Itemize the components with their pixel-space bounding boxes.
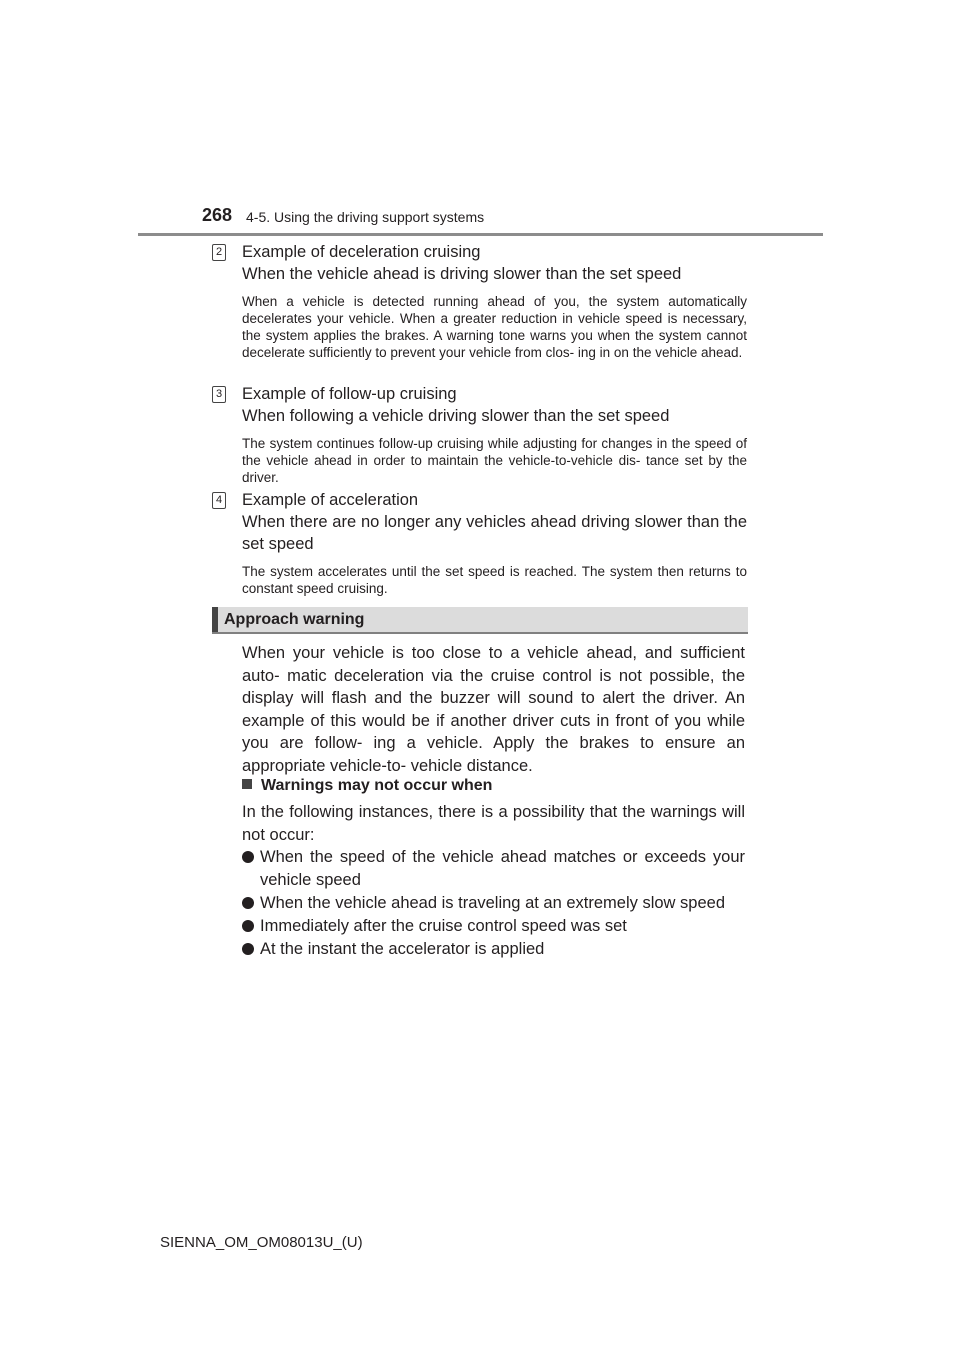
item-subheading: When following a vehicle driving slower than the set speed xyxy=(242,407,670,425)
bullet-dot-icon xyxy=(242,943,254,955)
item-description: When a vehicle is detected running ahead of you, the system automatically decelerates your vehicle. When a greater reduction in vehicle speed is necessary, the system applies the brakes. A warning tone warns you when the system cannot decelerate sufficiently to prevent your vehicle from clos- ing in on the vehicle ahead. xyxy=(242,294,747,360)
item-number-badge: 2 xyxy=(212,244,226,261)
section-marker xyxy=(212,607,218,632)
item-description: The system accelerates until the set speed is reached. The system then returns to constant speed cruising. xyxy=(242,564,747,596)
warnings-intro: In the following instances, there is a possibility that the warnings will not occur: xyxy=(242,803,745,844)
item-acceleration xyxy=(212,489,747,597)
item-deceleration xyxy=(212,241,747,361)
warnings-heading-text: Warnings may not occur when xyxy=(261,777,493,794)
square-bullet-icon xyxy=(242,779,252,789)
warning-bullet-text: When the speed of the vehicle ahead matches or exceeds your vehicle speed xyxy=(260,848,745,889)
approach-warning-body: When your vehicle is too close to a vehicle ahead, and sufficient auto- matic deceleration via the cruise control is not possible, the display will flash and the buzzer will sound to alert the driver. An example of this would be if another driver cuts in front of you while you are follow- ing a vehicle. Apply the brakes to ensure an appropriate vehicle-to- vehicle distance. xyxy=(242,644,745,775)
item-follow-up xyxy=(212,383,747,486)
header-divider xyxy=(138,233,823,236)
section-title: 4-5. Using the driving support systems xyxy=(246,209,485,225)
warning-bullet xyxy=(242,915,745,938)
item-heading: Example of acceleration xyxy=(242,491,419,509)
approach-warning-title: Approach warning xyxy=(224,611,365,628)
page-number: 268 xyxy=(202,205,233,225)
item-number-badge: 3 xyxy=(212,386,226,403)
bullet-dot-icon xyxy=(242,920,254,932)
warning-bullet xyxy=(242,938,745,961)
warning-bullet-text: When the vehicle ahead is traveling at an extremely slow speed xyxy=(260,894,726,912)
warning-bullet xyxy=(242,892,745,915)
item-subheading: When the vehicle ahead is driving slower than the set speed xyxy=(242,265,682,283)
warning-bullet-text: Immediately after the cruise control speed was set xyxy=(260,917,627,935)
bullet-dot-icon xyxy=(242,897,254,909)
page-header xyxy=(202,203,822,235)
item-number-badge: 4 xyxy=(212,492,226,509)
document-footer: SIENNA_OM_OM08013U_(U) xyxy=(160,1234,363,1251)
item-heading: Example of follow-up cruising xyxy=(242,385,457,403)
warnings-heading xyxy=(242,777,492,795)
item-heading: Example of deceleration cruising xyxy=(242,243,481,261)
warning-bullet xyxy=(242,846,745,891)
item-description: The system continues follow-up cruising while adjusting for changes in the speed of the vehicle ahead in order to maintain the vehicle-to-vehicle dis- tance set by the driver. xyxy=(242,436,747,485)
bullet-dot-icon xyxy=(242,851,254,863)
warning-bullet-text: At the instant the accelerator is applied xyxy=(260,940,545,958)
approach-warning-header xyxy=(212,607,748,634)
item-subheading: When there are no longer any vehicles ahead driving slower than the set speed xyxy=(242,513,747,553)
